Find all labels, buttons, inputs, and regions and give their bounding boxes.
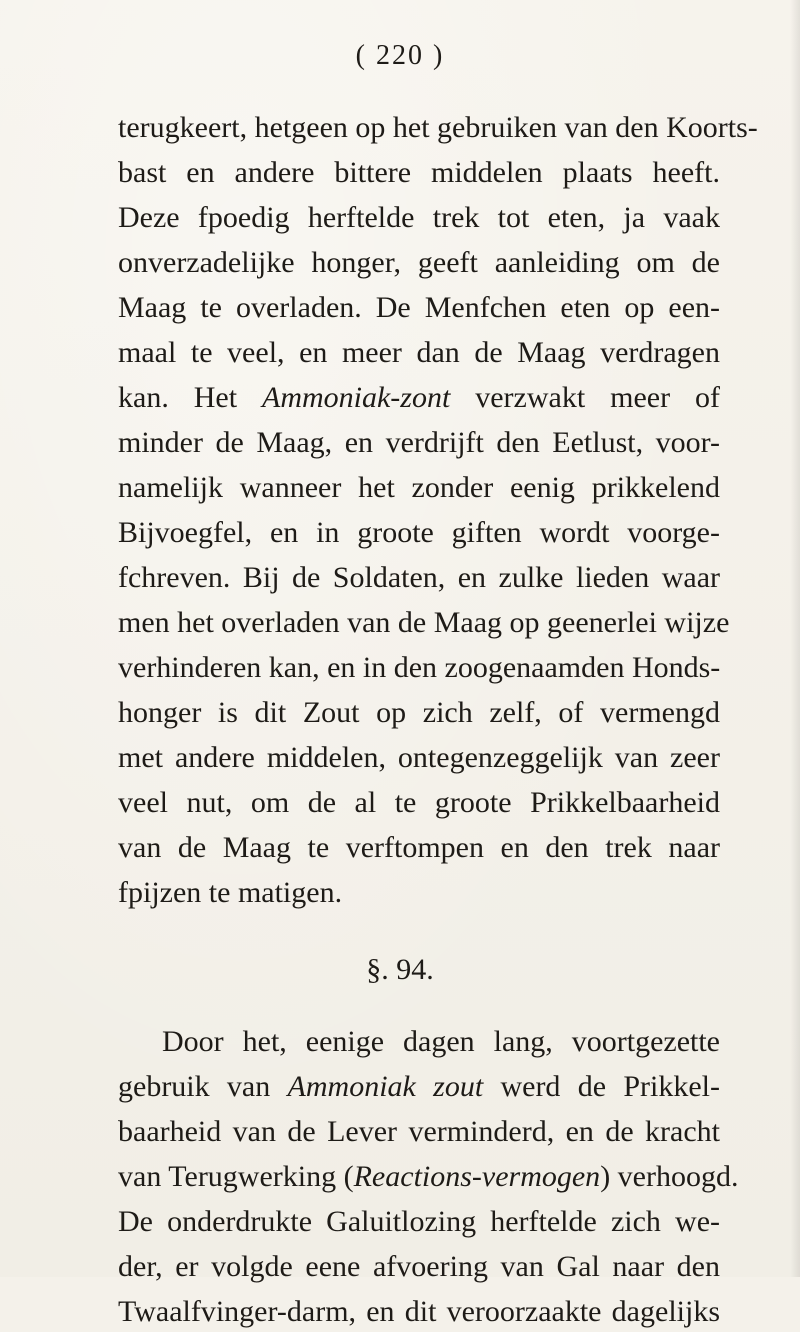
text-line: honger is dit Zout op zich zelf, of vermengd — [118, 696, 720, 729]
text-line: van de Maag te verftompen en den trek naar — [118, 831, 720, 864]
italic-term: Ammoniak zout — [287, 1070, 484, 1103]
text-line: Deze fpoedig herftelde trek tot eten, ja vaak — [118, 201, 720, 234]
page-number: ( 220 ) — [355, 40, 445, 71]
text-line: Twaalfvinger-darm, en dit veroorzaakte dagelijks — [118, 1295, 720, 1328]
text-line: De onderdrukte Galuitlozing herftelde zich we- — [118, 1205, 720, 1238]
text-line: Maag te overladen. De Menfchen eten op een- — [118, 291, 720, 324]
text-line: fpijzen te matigen. — [118, 876, 343, 909]
text-line: gebruik van Ammoniak zout werd de Prikkel- — [118, 1070, 720, 1103]
text-line: met andere middelen, ontegenzeggelijk van zeer — [118, 741, 720, 774]
text-line: maal te veel, en meer dan de Maag verdragen — [118, 336, 720, 369]
text-line: kan. Het Ammoniak-zont verzwakt meer of — [118, 381, 720, 414]
text-line: namelijk wanneer het zonder eenig prikkelend — [118, 471, 720, 504]
text-line: Door het, eenige dagen lang, voortgezette — [162, 1025, 720, 1058]
text-line: baarheid van de Lever verminderd, en de kracht — [118, 1115, 720, 1148]
text-line: verhinderen kan, en in den zoogenaamden Honds- — [118, 651, 721, 684]
text-line: fchreven. Bij de Soldaten, en zulke lieden waar — [118, 561, 720, 594]
section-heading: §. 94. — [366, 953, 434, 986]
text-line: Bijvoegfel, en in groote giften wordt voorge- — [118, 516, 720, 549]
text-line: van Terugwerking (Reactions-vermogen) verhoogd. — [118, 1160, 739, 1193]
italic-term: Ammoniak-zont — [262, 381, 451, 414]
text-line: minder de Maag, en verdrijft den Eetlust, voor- — [118, 426, 720, 459]
text-line: bast en andere bittere middelen plaats heeft. — [118, 156, 720, 189]
italic-term: Reactions-vermogen — [353, 1160, 601, 1193]
text-line: terugkeert, hetgeen op het gebruiken van den Koorts- — [118, 111, 758, 144]
text-line: onverzadelijke honger, geeft aanleiding om de — [118, 246, 720, 279]
text-line: der, er volgde eene afvoering van Gal naar den — [118, 1250, 720, 1283]
text-line: men het overladen van de Maag op geenerlei wijze — [118, 606, 730, 639]
text-line: veel nut, om de al te groote Prikkelbaarheid — [118, 786, 720, 819]
page-edge-shadow — [790, 0, 800, 1277]
